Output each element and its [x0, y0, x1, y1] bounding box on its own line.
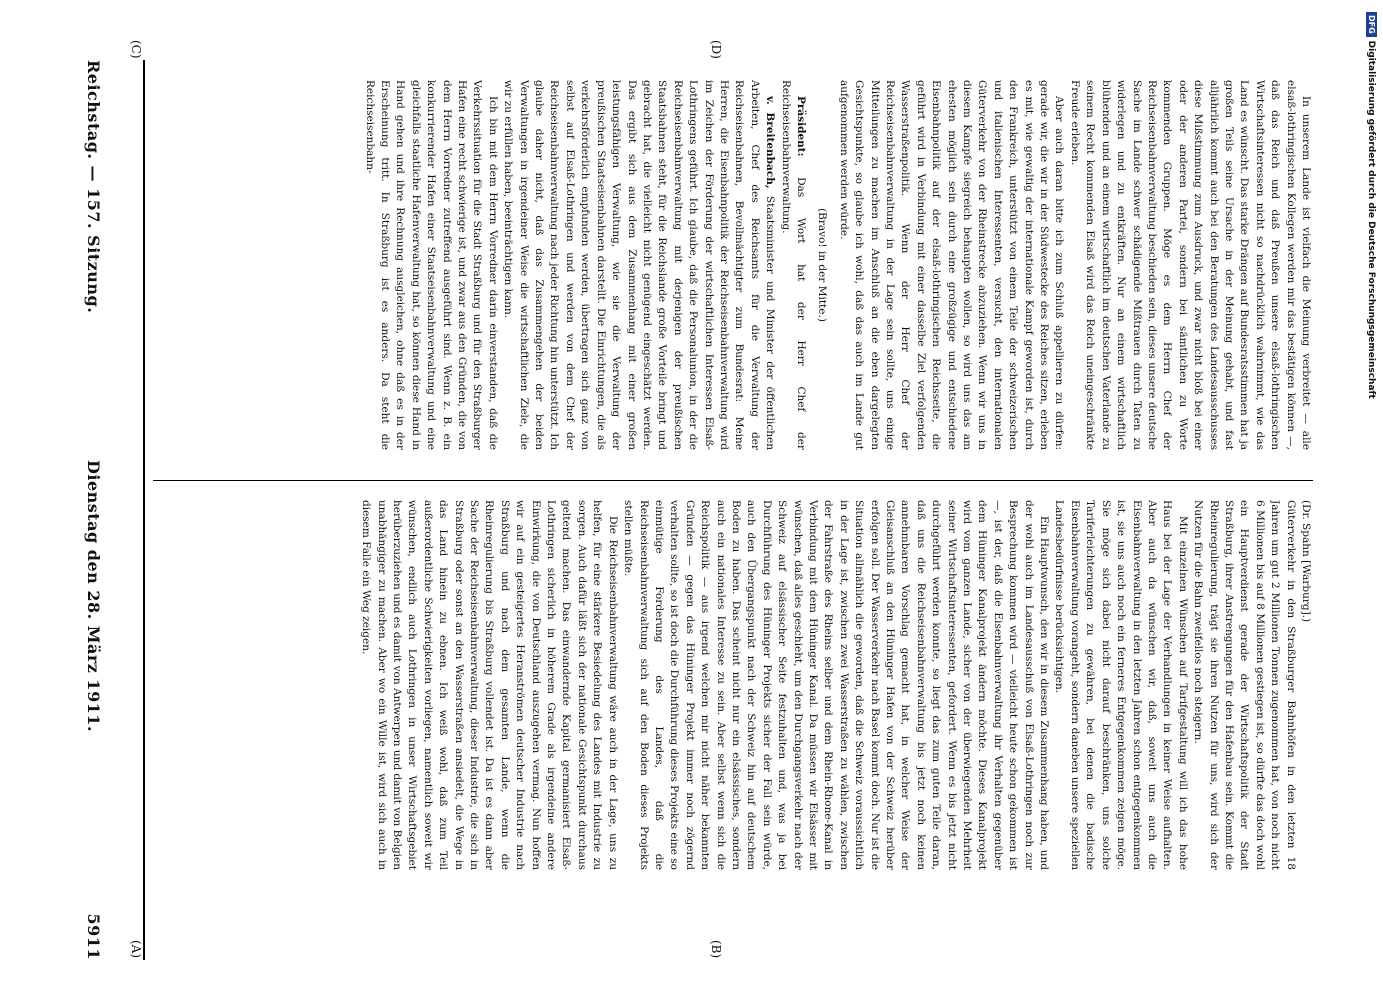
column-divider	[153, 480, 1313, 481]
marker-c: (C)	[129, 40, 143, 59]
president-text: Das Wort hat der Herr Chef der Reichseisenbahnverwaltung.	[779, 80, 807, 450]
dfg-logo: DFG	[1366, 12, 1377, 37]
speaker-prefix: (Dr. Spahn [Warburg].)	[1300, 500, 1312, 623]
left-paragraph: Ein Hauptwunsch, den wir in diesem Zusammenhang haben, und der wohl auch im Landesausschuß von Elsaß-Lothringen noch zur Besprechung kommen wird — vielleicht heute schon gekommen ist —, ist der, daß die Eisenbahnverwaltung ihr Verhalten gegenüber dem Hüninger Kanalprojekt ändern möchte. Dieses Kanalprojekt wird vom ganzen Lande, sicher von der überwiegenden Mehrheit seiner Wirtschaftsinteressenten, gefordert. Wenn es bis jetzt nicht durchgeführt werden konnte, so liegt das zum guten Teile daran, daß uns die Reichseisenbahnverwaltung bis jetzt noch keinen annehmbaren Vorschlag gemacht hat, in welcher Weise der Gleisanschluß an den Hüninger Hafen von der Schweiz herüber erfolgen soll. Der Wasserverkehr nach Basel kommt doch. Nur ist die Situation allmählich die geworden, daß die Schweiz voraussichtlich in der Lage ist, zwischen zwei Wasserstraßen zu wählen, zwischen der Fahrstraße des Rheins selber und dem Rhein-Rhone-Kanal in Verbindung mit dem Hüninger Kanal. Da müssen wir Elsässer mit wünschen, daß alles geschieht, um den Durchgangsverkehr nach der Schweiz auf elsässischer Seite festzuhalten und, was ja bei Durchführung des Hüninger Projekts sicher der Fall sein würde, auch den Übergangspunkt nach der Schweiz hin auf deutschem Boden zu haben. Das scheint nicht nur ein elsässisches, sondern auch ein nationales Interesse zu sein. Aber selbst wenn sich die Reichspolitik — aus irgend welchen mir nicht näher bekannten Gründen — gegen das Hüninger Projekt immer noch zögernd verhalten sollte, so ist doch die Durchführung dieses Projekts eine so einmütige Forderung des Landes, daß die Reichseisenbahnverwaltung sich auf den Boden dieses Projekts stellen müßte.	[622, 500, 1051, 870]
speaker-paragraph	[500, 80, 777, 450]
header-date: Dienstag den 28. März 1911.	[84, 460, 103, 733]
right-paragraph: In unserem Lande ist vielfach die Meinung verbreitet — alle elsaß-lothringischen Kollegen werden mir das bestätigen können —, daß das Reich und daß Preußen unsere elsaß-lothringischen Wirtschaftsinteressen nicht so nachdrücklich wahrnimmt, wie das Land es wünscht. Das starke Drängen auf Bundesratsstimmen hat ja großen Teils seine Ursache in der Meinung gehabt, und fast alljährlich kommt auch bei den Beratungen des Landesausschusses diese Mißstimmung zum Ausdruck, und zwar nicht bloß bei einer oder der anderen Partei, sondern bei sämtlichen zu Worte kommenden Gruppen. Möge es dem Herrn Chef der Reichseisenbahnverwaltung beschieden sein, dieses unsere deutsche Sache im Lande schwer schädigende Mißtrauen durch Taten zu widerlegen und zu entkräften. Nur an einem wirtschaftlich blühenden und an einem wirtschaftlich im deutschen Vaterlande zu seinem Recht kommenden Elsaß wird das Reich uneingeschränkte Freude erleben.	[1068, 80, 1312, 450]
left-paragraph: Die Reichseisenbahnverwaltung wäre auch in der Lage, uns zu helfen, für eine stärkere Besiedelung des Landes mit Industrie zu sorgen. Auch dafür läßt sich der nationale Gesichtspunkt durchaus geltend machen. Das einwandernde Kapital germanisiert Elsaß-Lothringen sicherlich in höherem Grade als irgendeine andere Einwirkung, die von Deutschland auszugehen vermag. Nun hoffen wir auf ein gesteigertes Heranströmen deutscher Industrie nach Straßburg und nach dem gesamten Lande, wenn die Rheinregulierung bis Straßburg vollendet ist. Da ist es dann aber Sache der Reichseisenbahnverwaltung, dieser Industrie, die sich in Straßburg oder sonst an den Wasserstraßen ansiedelt, die Wege in das Land hinein zu ebnen. Ich weiß wohl, daß zum Teil außerordentliche Schwierigkeiten vorliegen, namentlich soweit wir wünschen, endlich auch Lothringen in unser Wirtschaftsgebiet herüberzuziehen und es damit von Antwerpen und damit von Belgien unabhängiger zu machen. Aber wo ein Wille ist, wird sich auch in diesem Falle ein Weg zeigen.	[360, 500, 619, 870]
dfg-credit	[1366, 12, 1376, 399]
speaker-label: v. Breitenbach,	[764, 96, 777, 189]
president-remark	[777, 80, 808, 450]
marker-a: (A)	[129, 940, 143, 959]
page-header	[63, 60, 103, 960]
marker-d: (D)	[709, 40, 723, 59]
dfg-credit-text: Digitalisierung gefördert durch die Deutsche Forschungsgemeinschaft	[1366, 40, 1376, 399]
speaker-paragraph: Ich bin mit dem Herrn Vorredner darin einverstanden, daß die Verkehrssituation für die Stadt Straßburg und für den Straßburger Hafen eine recht schwierige ist, und zwar aus den Gründen, die von dem Herrn Vorredner zutreffend ausgeführt sind. Wenn z. B. ein konkurrierender Hafen einer Staatseisenbahnverwaltung und eine gleichfalls staatliche Hafenverwaltung hat, so können diese Hand in Hand gehen und ihre Rechnung ausgleichen, ohne daß es in der Erscheinung tritt. In Straßburg ist es anders. Da steht die Reichseisenbahn-	[363, 80, 499, 450]
marker-b: (B)	[709, 940, 723, 959]
applause: (Bravo! in der Mitte.)	[816, 208, 829, 322]
header-left: Reichstag. — 157. Sitzung.	[84, 60, 103, 314]
left-paragraph: Güterverkehr in den Straßburger Bahnhöfen in den letzten 18 Jahren um gut 2 Millionen Tonnen zugenommen hat, von noch nicht 6 Millionen bis auf 8 Millionen gestiegen ist, so dürfte das doch wohl ein Hauptverdienst gerade der Wirtschaftspolitik der Stadt Straßburg, ihrer Anstrengungen für den Hafenbau sein. Kommt die Rheinregulierung, trägt sie ihren Nutzen für uns, wird sich der Nutzen für die Bahn zweifellos noch steigern.	[1192, 500, 1297, 870]
left-paragraph: Mit einzelnen Wünschen auf Tarifgestaltung will ich das hohe Haus bei der Lage der Verhandlungen in keiner Weise aufhalten. Aber auch da wünschen wir, daß, soweit uns auch die Eisenbahnverwaltung in den letzten Jahren schon entgegenkommen ist, sie uns auch noch ein ferneres Entgegenkommen zeigen möge. Sie möge sich dabei nicht darauf beschränken, uns solche Tariferleichterungen zu gewähren, bei denen die badische Eisenbahnverwaltung vorangeht, sondern daneben unsere speziellen Landesbedürfnisse berücksichtigen.	[1053, 500, 1189, 870]
right-paragraph: Aber auch daran bitte ich zum Schluß appellieren zu dürfen: gerade wir, die wir in der Südwestecke des Reiches sitzen, erleben es mit, wie gewaltig der internationale Kampf geworden ist, durch den Frankreich, unterstützt von einem Teile der schweizerischen und italienischen Interessenten, versucht, den internationalen Güterverkehr von der Rheinstrecke abzuziehen. Wenn wir uns in diesem Kampfe siegreich behaupten wollen, so wird uns das am ehesten möglich sein durch eine großzügige und entschiedene Eisenbahnpolitik auf der elsaß-lothringischen Reichsseite, die geführt wird in Verbindung mit einer dasselbe Ziel verfolgenden Wasserstraßenpolitik. Wenn der Herr Chef der Reichseisenbahnverwaltung in der Lage sein sollte, uns einige Mitteilungen zu machen im Anschluß an die eben dargelegten Gesichtspunkte, so glaube ich wohl, daß das auch im Lande gut aufgenommen werden würde.	[837, 80, 1066, 450]
page-number: 5911	[84, 913, 103, 960]
president-label: Präsident:	[795, 96, 807, 157]
speaker-text: Staatsminister und Minister der öffentlichen Arbeiten, Chef des Reichsamts für die Verwaltung der Reichseisenbahnen, Bevollmächtigter zum Bundesrat: Meine Herren, die Eisenbahnpolitik der Reichseisenbahnverwaltung wird im Zeichen der Förderung der wirtschaftlichen Interessen Elsaß-Lothringens geführt. Ich glaube, daß die Personalunion, in der die Reichseisenbahnverwaltung mit derjenigen der preußischen Staatsbahnen steht, für die Reichslande große Vorteile bringt und gebracht hat, die vielleicht nicht genügend eingeschätzt werden. Das ergibt sich aus dem Zusammenhang mit einer großen leistungsfähigen Verwaltung, wie sie die Verwaltung der preußischen Staatseisenbahnen darstellt. Die Einrichtungen, die als verkehrsförderlich empfunden werden, übertragen sich ganz von selbst auf Elsaß-Lothringen und werden von dem Chef der Reichseisenbahnverwaltung nach jeder Richtung hin unterstützt. Ich glaube daher nicht, daß das Zusammengehen der beiden Verwaltungen in irgendeiner Weise die wirtschaftlichen Ziele, die wir zu erfüllen haben, beeinträchtigen kann.	[502, 80, 777, 450]
left-column	[153, 500, 1313, 870]
right-column	[153, 80, 1313, 450]
header-rule	[143, 60, 145, 960]
